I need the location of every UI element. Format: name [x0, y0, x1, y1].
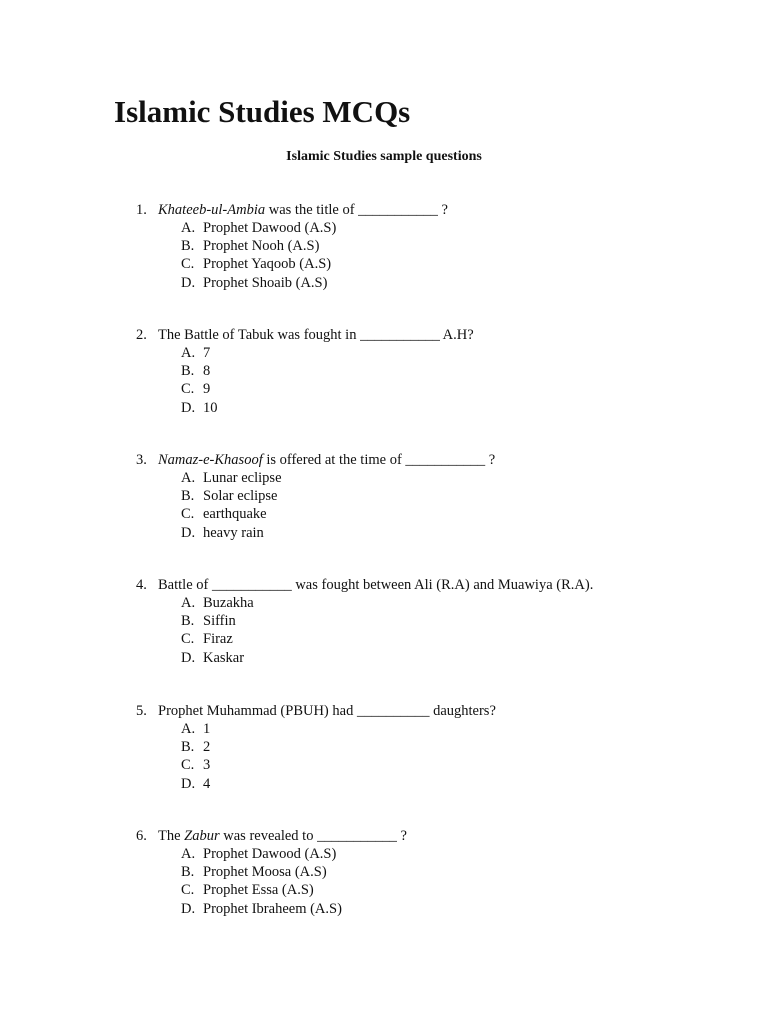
question-line	[136, 827, 736, 845]
option-text: Siffin	[203, 613, 236, 630]
question-text-segment: was revealed to ___________ ?	[219, 828, 407, 844]
option-item	[136, 612, 736, 630]
option-text: Prophet Moosa (A.S)	[203, 864, 327, 881]
question-number: 5.	[136, 703, 147, 719]
option-text: 10	[203, 399, 218, 416]
option-item	[136, 720, 736, 738]
option-list	[136, 469, 736, 542]
question-number: 6.	[136, 828, 147, 844]
option-text: 8	[203, 363, 211, 380]
option-item	[136, 738, 736, 756]
option-text: Prophet Yaqoob (A.S)	[203, 256, 332, 273]
option-item	[136, 380, 736, 398]
question-item	[136, 201, 736, 292]
question-text-italic-term: Zabur	[184, 828, 220, 844]
option-list	[136, 219, 736, 292]
question-text	[158, 702, 496, 720]
option-item	[136, 756, 736, 774]
option-letter: A.	[181, 345, 196, 361]
option-item	[136, 399, 736, 417]
option-item	[136, 845, 736, 863]
option-list	[136, 344, 736, 417]
option-letter: B.	[181, 864, 195, 881]
option-item	[136, 487, 736, 505]
option-text: earthquake	[203, 506, 267, 523]
option-letter: D.	[181, 524, 196, 541]
question-text	[158, 576, 593, 594]
option-letter: D.	[181, 900, 196, 917]
question-line	[136, 326, 736, 344]
question-text-segment: The	[158, 828, 185, 844]
option-text: Solar eclipse	[203, 488, 278, 505]
option-letter: C.	[181, 381, 195, 398]
question-text-segment: The Battle of Tabuk was fought in ___________ A.H?	[158, 327, 474, 343]
option-letter: A.	[181, 595, 196, 611]
option-item	[136, 630, 736, 648]
question-item	[136, 451, 736, 542]
option-letter: A.	[181, 470, 196, 486]
option-item	[136, 219, 736, 237]
document-subtitle: Islamic Studies sample questions	[286, 149, 482, 164]
option-item	[136, 237, 736, 255]
option-text: 2	[203, 739, 211, 756]
option-letter: B.	[181, 363, 195, 380]
question-item	[136, 827, 736, 918]
option-letter: C.	[181, 631, 195, 648]
option-item	[136, 469, 736, 487]
option-item	[136, 775, 736, 793]
option-item	[136, 505, 736, 523]
option-text: Prophet Dawood (A.S)	[203, 220, 337, 236]
option-text: Buzakha	[203, 595, 254, 611]
option-text: 4	[203, 775, 211, 792]
option-list	[136, 845, 736, 918]
option-letter: A.	[181, 220, 196, 236]
option-item	[136, 881, 736, 899]
option-letter: B.	[181, 613, 195, 630]
option-text: Prophet Nooh (A.S)	[203, 238, 320, 255]
question-text	[158, 326, 474, 344]
question-text-segment: Battle of ___________ was fought between Ali (R.A) and Muawiya (R.A).	[158, 577, 594, 593]
option-text: Prophet Dawood (A.S)	[203, 846, 337, 862]
option-letter: C.	[181, 757, 195, 774]
option-letter: D.	[181, 649, 196, 666]
question-item	[136, 326, 736, 417]
option-letter: B.	[181, 488, 195, 505]
option-item	[136, 594, 736, 612]
question-item	[136, 702, 736, 793]
option-text: Kaskar	[203, 649, 245, 666]
option-letter: D.	[181, 274, 196, 291]
question-line	[136, 451, 736, 469]
option-text: Firaz	[203, 631, 233, 648]
option-item	[136, 274, 736, 292]
question-text-italic-term: Namaz-e-Khasoof	[158, 452, 263, 468]
question-text	[158, 827, 407, 845]
option-list	[136, 594, 736, 667]
option-item	[136, 524, 736, 542]
question-line	[136, 702, 736, 720]
question-number: 4.	[136, 577, 147, 593]
option-text: 1	[203, 721, 211, 737]
option-text: Prophet Shoaib (A.S)	[203, 274, 328, 291]
option-letter: D.	[181, 775, 196, 792]
option-letter: B.	[181, 739, 195, 756]
question-item	[136, 576, 736, 667]
option-text: 9	[203, 381, 211, 398]
question-text-segment: Prophet Muhammad (PBUH) had __________ daughters?	[158, 703, 496, 719]
option-item	[136, 344, 736, 362]
option-item	[136, 900, 736, 918]
option-letter: C.	[181, 506, 195, 523]
option-item	[136, 649, 736, 667]
option-letter: A.	[181, 846, 196, 862]
option-text: Prophet Ibraheem (A.S)	[203, 900, 342, 917]
option-item	[136, 362, 736, 380]
option-text: heavy rain	[203, 524, 264, 541]
option-text: 3	[203, 757, 211, 774]
option-text: Lunar eclipse	[203, 470, 282, 486]
question-number: 3.	[136, 452, 147, 468]
option-item	[136, 863, 736, 881]
option-letter: B.	[181, 238, 195, 255]
question-text	[158, 201, 448, 219]
question-number: 1.	[136, 202, 147, 218]
option-letter: D.	[181, 399, 196, 416]
document-title: Islamic Studies MCQs	[114, 94, 411, 129]
question-text-segment: was the title of ___________ ?	[265, 202, 448, 218]
question-line	[136, 201, 736, 219]
option-letter: A.	[181, 721, 196, 737]
question-text	[158, 451, 495, 469]
option-item	[136, 255, 736, 273]
question-text-italic-term: Khateeb-ul-Ambia	[158, 202, 266, 218]
option-letter: C.	[181, 256, 195, 273]
option-letter: C.	[181, 882, 195, 899]
question-number: 2.	[136, 327, 147, 343]
option-list	[136, 720, 736, 793]
question-line	[136, 576, 736, 594]
option-text: Prophet Essa (A.S)	[203, 882, 314, 899]
question-text-segment: is offered at the time of ___________ ?	[262, 452, 496, 468]
option-text: 7	[203, 345, 211, 361]
